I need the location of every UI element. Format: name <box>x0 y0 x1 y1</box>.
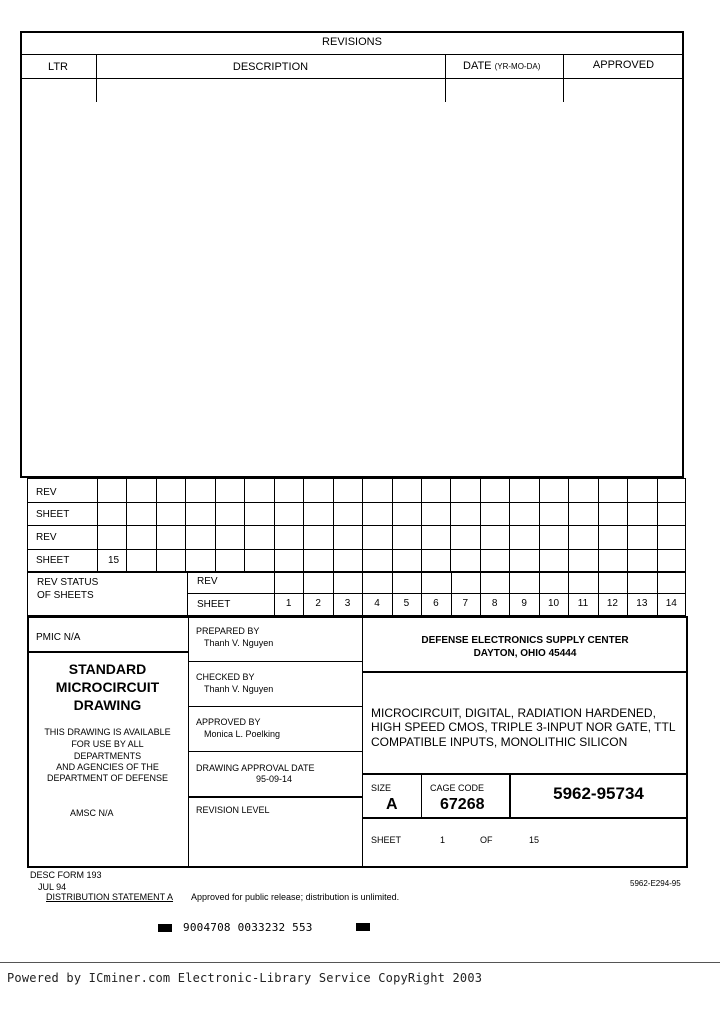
rev-status-col-line <box>274 572 275 616</box>
rev-grid-label-2: SHEET <box>36 509 70 520</box>
col-approved-header: APPROVED <box>592 59 655 71</box>
rev-grid-col-line <box>568 478 569 572</box>
rev-status-sheet-number: 13 <box>636 598 648 609</box>
rev-status-col-line <box>480 572 481 616</box>
rev-status-col-line <box>333 572 334 616</box>
rev-grid-label-1: REV <box>36 487 57 498</box>
sheet-of: OF <box>480 835 493 845</box>
rev-status-col-line <box>539 572 540 616</box>
col-description-header: DESCRIPTION <box>232 61 309 73</box>
rev-status-col-line <box>451 572 452 616</box>
size-value: A <box>386 796 398 813</box>
size-label: SIZE <box>371 783 392 793</box>
rev-grid-col-line <box>598 478 599 572</box>
sheet-label: SHEET <box>371 835 402 845</box>
rev-status-sheet-label: SHEET <box>197 599 231 610</box>
rev-status-col-line <box>568 572 569 616</box>
standard-line1: STANDARD <box>68 661 147 677</box>
rev-status-sheet-number: 12 <box>606 598 618 609</box>
form-number: DESC FORM 193 <box>30 870 102 880</box>
avail-line2: FOR USE BY ALL <box>71 739 144 749</box>
col-date-header: DATE (YR-MO-DA) <box>463 60 541 72</box>
rev-grid-col-line <box>480 478 481 572</box>
col-ltr-header: LTR <box>48 61 68 73</box>
rev-status-block <box>27 572 686 616</box>
cage-code-value: 67268 <box>440 796 485 813</box>
rev-grid-col-line <box>244 478 245 572</box>
rev-status-sheet-number: 4 <box>374 598 380 609</box>
amsc-label: AMSC N/A <box>70 808 114 818</box>
checked-by-label: CHECKED BY <box>196 672 255 682</box>
rev-status-sheet-number: 8 <box>491 598 498 609</box>
rev-grid-col-line <box>333 478 334 572</box>
rev-status-sheet-number: 2 <box>315 598 321 609</box>
prepared-by-label: PREPARED BY <box>196 626 260 636</box>
revisions-block <box>20 31 684 478</box>
sheet-total: 15 <box>529 835 540 845</box>
rev-status-col-line <box>392 572 393 616</box>
title-line2: HIGH SPEED CMOS, TRIPLE 3-INPUT NOR GATE, TTL <box>371 720 676 734</box>
approval-date-value: 95-09-14 <box>256 774 293 784</box>
rev-status-sheet-number: 3 <box>344 598 351 609</box>
rev-grid-label-3: REV <box>36 532 57 543</box>
pmic-label: PMIC N/A <box>36 632 81 643</box>
rev-status-sheet-number: 11 <box>577 598 589 609</box>
rev-status-label-2: OF SHEETS <box>37 590 94 601</box>
rev-status-sheet-number: 10 <box>547 598 560 609</box>
rev-grid-col-line <box>421 478 422 572</box>
avail-line1: THIS DRAWING IS AVAILABLE <box>44 727 171 737</box>
rev-status-col-line <box>303 572 304 616</box>
drawing-number: 5962-95734 <box>553 784 644 803</box>
avail-line4: AND AGENCIES OF THE <box>56 762 159 772</box>
rev-grid-col-line <box>156 478 157 572</box>
rev-status-col-line <box>598 572 599 616</box>
rev-grid-sheet-15: 15 <box>107 555 120 566</box>
title-line3: COMPATIBLE INPUTS, MONOLITHIC SILICON <box>371 735 628 749</box>
distribution-text: Approved for public release; distribution is unlimited. <box>191 892 400 902</box>
rev-status-col-line <box>421 572 422 616</box>
rev-status-col-line <box>362 572 363 616</box>
rev-status-rev-label: REV <box>197 576 218 587</box>
checked-by-name: Thanh V. Nguyen <box>204 684 274 694</box>
rev-status-sheet-number: 14 <box>665 598 677 609</box>
rev-status-col-line <box>509 572 510 616</box>
avail-line5: DEPARTMENT OF DEFENSE <box>46 773 169 783</box>
rev-grid-col-line <box>274 478 275 572</box>
revisions-title: REVISIONS <box>322 36 382 48</box>
rev-grid-col-line <box>185 478 186 572</box>
rev-status-sheet-number: 9 <box>521 598 527 609</box>
rev-grid-label-4: SHEET <box>36 555 70 566</box>
copyright-footer: Powered by ICminer.com Electronic-Library Service CopyRight 2003 <box>7 971 483 985</box>
rev-grid-col-line <box>97 478 98 572</box>
rev-grid-col-line <box>362 478 363 572</box>
agency-line2: DAYTON, OHIO 45444 <box>473 648 577 659</box>
rev-grid-col-line <box>215 478 216 572</box>
rev-status-sheet-number: 6 <box>433 598 439 609</box>
avail-line3: DEPARTMENTS <box>73 751 142 761</box>
revision-level-label: REVISION LEVEL <box>196 805 270 815</box>
distribution-label: DISTRIBUTION STATEMENT A <box>46 892 174 902</box>
prepared-by-name: Thanh V. Nguyen <box>204 638 274 648</box>
rev-grid-col-line <box>509 478 510 572</box>
approved-by-name: Monica L. Poelking <box>204 729 281 739</box>
rev-grid-col-line <box>627 478 628 572</box>
form-code: 5962-E294-95 <box>630 879 681 888</box>
rev-grid-col-line <box>450 478 451 572</box>
rev-status-sheet-number: 1 <box>285 598 292 609</box>
standard-line3: DRAWING <box>73 697 142 713</box>
rev-status-col-line <box>627 572 628 616</box>
sheet-current: 1 <box>440 835 446 845</box>
barcode-number: 9004708 0033232 553 <box>183 921 313 934</box>
rev-grid-col-line <box>392 478 393 572</box>
rev-status-sheet-number: 5 <box>403 598 410 609</box>
rev-status-label-1: REV STATUS <box>37 577 99 588</box>
barcode-mark-right <box>356 923 370 931</box>
cage-code-label: CAGE CODE <box>430 783 485 793</box>
standard-line2: MICROCIRCUIT <box>55 679 160 695</box>
rev-status-sheet-number: 7 <box>462 598 469 609</box>
title-line1: MICROCIRCUIT, DIGITAL, RADIATION HARDENED, <box>371 706 656 720</box>
agency-line1: DEFENSE ELECTRONICS SUPPLY CENTER <box>421 635 629 646</box>
rev-status-col-line <box>657 572 658 616</box>
rev-grid-col-line <box>303 478 304 572</box>
form-date: JUL 94 <box>38 882 67 892</box>
rev-grid-col-line <box>657 478 658 572</box>
approved-by-label: APPROVED BY <box>196 717 261 727</box>
approval-date-label: DRAWING APPROVAL DATE <box>196 763 315 773</box>
barcode-mark-left <box>158 924 172 932</box>
rev-grid-col-line <box>539 478 540 572</box>
